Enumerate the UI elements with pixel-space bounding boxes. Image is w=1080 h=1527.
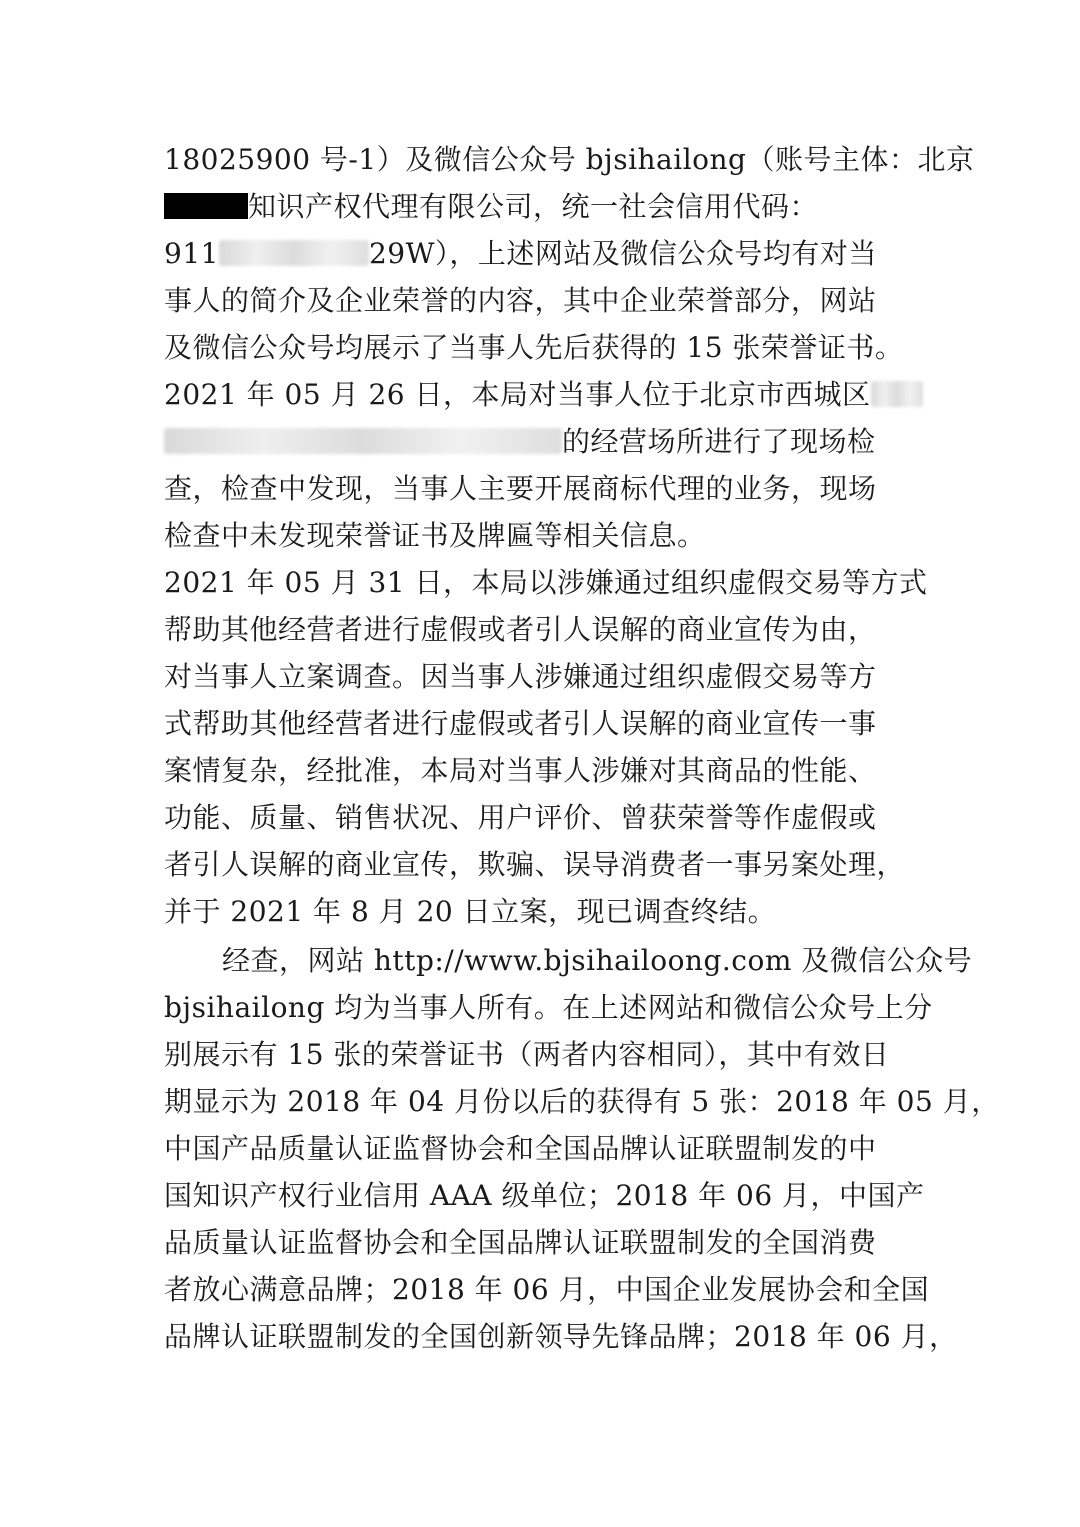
text-line-18: 经查，网站 http://www.bjsihailoong.com 及微信公众号 [222, 944, 973, 977]
redaction-block [164, 193, 248, 219]
text-line-25: 者放心满意品牌；2018 年 06 月，中国企业发展协会和全国 [164, 1273, 930, 1306]
text-line-10: 2021 年 05 月 31 日，本局以涉嫌通过组织虚假交易等方式 [164, 566, 928, 599]
text-line-20: 别展示有 15 张的荣誉证书（两者内容相同），其中有效日 [164, 1038, 890, 1071]
text-line-9: 检查中未发现荣誉证书及牌匾等相关信息。 [164, 519, 706, 552]
text-line-2-content: 知识产权代理有限公司，统一社会信用代码： [248, 190, 819, 223]
blurred-redaction [871, 381, 923, 407]
text-line-16: 者引人误解的商业宣传，欺骗、误导消费者一事另案处理， [164, 848, 906, 881]
text-line-4: 事人的简介及企业荣誉的内容，其中企业荣誉部分，网站 [164, 284, 877, 317]
text-line-5: 及微信公众号均展示了当事人先后获得的 15 张荣誉证书。 [164, 331, 904, 364]
text-line-12: 对当事人立案调查。因当事人涉嫌通过组织虚假交易等方 [164, 660, 877, 693]
text-line-1: 18025900 号-1）及微信公众号 bjsihailong（账号主体：北京 [164, 143, 975, 176]
text-line-3 [164, 236, 877, 272]
text-line-3-prefix: 911 [164, 237, 219, 270]
text-line-17: 并于 2021 年 8 月 20 日立案，现已调查终结。 [164, 895, 777, 928]
text-line-7-content: 的经营场所进行了现场检 [562, 425, 876, 458]
text-line-22: 中国产品质量认证监督协会和全国品牌认证联盟制发的中 [164, 1132, 877, 1165]
text-line-14: 案情复杂，经批准，本局对当事人涉嫌对其商品的性能、 [164, 754, 877, 787]
text-line-6-content: 2021 年 05 月 26 日，本局对当事人位于北京市西城区 [164, 378, 871, 411]
text-line-24: 品质量认证监督协会和全国品牌认证联盟制发的全国消费 [164, 1226, 877, 1259]
text-line-11: 帮助其他经营者进行虚假或者引人误解的商业宣传为由， [164, 613, 877, 646]
blurred-redaction [164, 428, 562, 454]
text-line-23: 国知识产权行业信用 AAA 级单位；2018 年 06 月，中国产 [164, 1179, 925, 1212]
text-line-15: 功能、质量、销售状况、用户评价、曾获荣誉等作虚假或 [164, 801, 877, 834]
text-line-3-content: 29W），上述网站及微信公众号均有对当 [368, 237, 877, 270]
text-line-21: 期显示为 2018 年 04 月份以后的获得有 5 张：2018 年 05 月， [164, 1085, 1000, 1118]
text-line-8: 查，检查中发现，当事人主要开展商标代理的业务，现场 [164, 472, 877, 505]
text-line-13: 式帮助其他经营者进行虚假或者引人误解的商业宣传一事 [164, 707, 877, 740]
blurred-redaction [219, 240, 369, 266]
text-line-2 [164, 189, 818, 225]
text-line-6 [164, 377, 923, 413]
text-line-26: 品牌认证联盟制发的全国创新领导先锋品牌；2018 年 06 月， [164, 1320, 958, 1353]
text-line-7 [164, 424, 876, 460]
text-line-19: bjsihailong 均为当事人所有。在上述网站和微信公众号上分 [164, 991, 933, 1024]
